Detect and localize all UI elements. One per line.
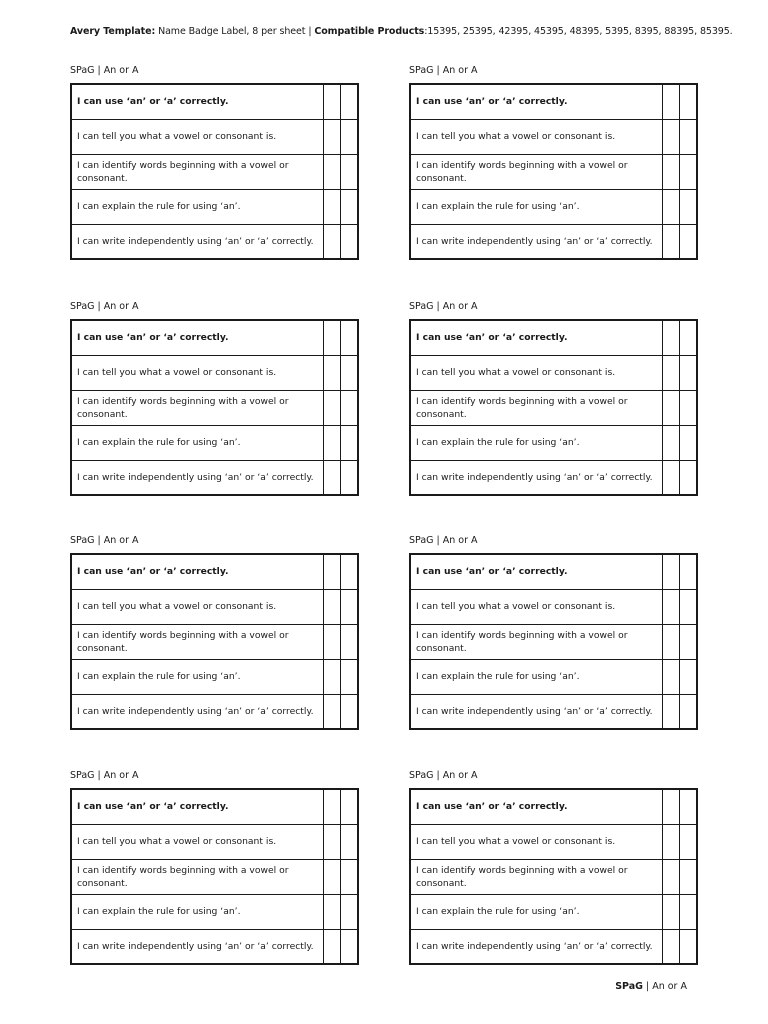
tick-box: [324, 859, 341, 894]
tick-box: [341, 929, 359, 964]
checklist-row: [71, 119, 358, 154]
badge-label: [409, 534, 698, 730]
tick-box: [324, 189, 341, 224]
template-value: Name Badge Label, 8 per sheet |: [155, 26, 315, 37]
label-title: SPaG | An or A: [70, 770, 139, 781]
badge-label: [70, 300, 359, 496]
checklist-row: [71, 624, 358, 659]
tick-box: [680, 84, 698, 119]
tick-box: [341, 659, 359, 694]
tick-box: [341, 624, 359, 659]
tick-box: [341, 589, 359, 624]
tick-box: [341, 355, 359, 390]
tick-box: [680, 119, 698, 154]
objective-heading: I can use ‘an’ or ‘a’ correctly.: [71, 84, 324, 119]
objective-statement: I can tell you what a vowel or consonant is.: [71, 119, 324, 154]
tick-box: [680, 320, 698, 355]
tick-box: [663, 224, 680, 259]
checklist-row: [71, 659, 358, 694]
label-title: SPaG | An or A: [409, 301, 478, 312]
tick-box: [680, 224, 698, 259]
objective-statement: I can identify words beginning with a vowel or consonant.: [410, 624, 663, 659]
badge-label: [409, 300, 698, 496]
tick-box: [341, 154, 359, 189]
tick-box: [341, 320, 359, 355]
objective-statement: I can explain the rule for using ‘an’.: [71, 189, 324, 224]
tick-box: [324, 554, 341, 589]
checklist-row: [71, 224, 358, 259]
tick-box: [324, 929, 341, 964]
tick-box: [324, 224, 341, 259]
tick-box: [680, 189, 698, 224]
tick-box: [663, 355, 680, 390]
tick-box: [663, 84, 680, 119]
checklist-row: [410, 694, 697, 729]
tick-box: [324, 425, 341, 460]
objective-statement: I can identify words beginning with a vowel or consonant.: [410, 154, 663, 189]
objective-statement: I can identify words beginning with a vowel or consonant.: [71, 624, 324, 659]
checklist-row: [71, 929, 358, 964]
checklist-heading-row: [71, 789, 358, 824]
checklist-row: [410, 119, 697, 154]
checklist-row: [71, 859, 358, 894]
footer-brand: SPaG: [615, 981, 643, 992]
objective-statement: I can tell you what a vowel or consonant is.: [410, 824, 663, 859]
objective-statement: I can explain the rule for using ‘an’.: [71, 659, 324, 694]
tick-box: [663, 929, 680, 964]
tick-box: [680, 554, 698, 589]
checklist-table: [409, 553, 698, 730]
compatible-products-label: Compatible Products: [314, 26, 425, 37]
objective-heading: I can use ‘an’ or ‘a’ correctly.: [410, 554, 663, 589]
objective-statement: I can write independently using ‘an’ or ‘a’ correctly.: [410, 224, 663, 259]
objective-statement: I can explain the rule for using ‘an’.: [410, 189, 663, 224]
objective-heading: I can use ‘an’ or ‘a’ correctly.: [71, 789, 324, 824]
objective-statement: I can explain the rule for using ‘an’.: [410, 425, 663, 460]
tick-box: [663, 189, 680, 224]
objective-heading: I can use ‘an’ or ‘a’ correctly.: [71, 320, 324, 355]
tick-box: [324, 320, 341, 355]
tick-box: [663, 789, 680, 824]
objective-statement: I can write independently using ‘an’ or ‘a’ correctly.: [410, 929, 663, 964]
checklist-table: [70, 553, 359, 730]
checklist-table: [409, 83, 698, 260]
checklist-row: [410, 224, 697, 259]
objective-statement: I can write independently using ‘an’ or ‘a’ correctly.: [410, 460, 663, 495]
tick-box: [341, 425, 359, 460]
footer-title: | An or A: [642, 981, 687, 992]
checklist-row: [71, 355, 358, 390]
tick-box: [680, 589, 698, 624]
objective-statement: I can tell you what a vowel or consonant is.: [71, 824, 324, 859]
checklist-heading-row: [410, 789, 697, 824]
tick-box: [324, 154, 341, 189]
tick-box: [341, 390, 359, 425]
tick-box: [324, 824, 341, 859]
badge-label: [70, 64, 359, 260]
label-title: SPaG | An or A: [409, 535, 478, 546]
checklist-row: [71, 425, 358, 460]
tick-box: [663, 624, 680, 659]
objective-statement: I can tell you what a vowel or consonant is.: [410, 119, 663, 154]
objective-statement: I can write independently using ‘an’ or ‘a’ correctly.: [71, 224, 324, 259]
objective-statement: I can explain the rule for using ‘an’.: [71, 425, 324, 460]
checklist-heading-row: [410, 320, 697, 355]
tick-box: [680, 859, 698, 894]
checklist-row: [410, 189, 697, 224]
checklist-row: [71, 589, 358, 624]
tick-box: [324, 894, 341, 929]
tick-box: [663, 460, 680, 495]
checklist-row: [410, 460, 697, 495]
checklist-row: [410, 894, 697, 929]
objective-statement: I can identify words beginning with a vowel or consonant.: [410, 390, 663, 425]
objective-statement: I can identify words beginning with a vowel or consonant.: [71, 859, 324, 894]
objective-statement: I can identify words beginning with a vowel or consonant.: [71, 390, 324, 425]
page-footer: [615, 981, 687, 992]
tick-box: [341, 224, 359, 259]
tick-box: [680, 460, 698, 495]
objective-heading: I can use ‘an’ or ‘a’ correctly.: [410, 789, 663, 824]
label-title: SPaG | An or A: [70, 535, 139, 546]
avery-template-header: [70, 26, 733, 37]
tick-box: [324, 84, 341, 119]
tick-box: [324, 460, 341, 495]
checklist-row: [410, 355, 697, 390]
tick-box: [663, 554, 680, 589]
checklist-heading-row: [71, 554, 358, 589]
checklist-heading-row: [71, 84, 358, 119]
tick-box: [324, 659, 341, 694]
tick-box: [341, 119, 359, 154]
tick-box: [341, 859, 359, 894]
objective-statement: I can identify words beginning with a vowel or consonant.: [410, 859, 663, 894]
checklist-heading-row: [71, 320, 358, 355]
checklist-row: [410, 659, 697, 694]
objective-statement: I can write independently using ‘an’ or ‘a’ correctly.: [410, 694, 663, 729]
tick-box: [680, 154, 698, 189]
label-title: SPaG | An or A: [409, 770, 478, 781]
tick-box: [341, 789, 359, 824]
checklist-table: [70, 788, 359, 965]
checklist-row: [71, 189, 358, 224]
objective-heading: I can use ‘an’ or ‘a’ correctly.: [410, 84, 663, 119]
tick-box: [680, 824, 698, 859]
checklist-row: [71, 824, 358, 859]
objective-statement: I can explain the rule for using ‘an’.: [410, 659, 663, 694]
tick-box: [341, 554, 359, 589]
checklist-row: [410, 824, 697, 859]
tick-box: [324, 789, 341, 824]
objective-statement: I can tell you what a vowel or consonant is.: [410, 355, 663, 390]
checklist-row: [71, 460, 358, 495]
tick-box: [680, 355, 698, 390]
tick-box: [680, 425, 698, 460]
objective-statement: I can explain the rule for using ‘an’.: [410, 894, 663, 929]
tick-box: [324, 390, 341, 425]
tick-box: [663, 119, 680, 154]
tick-box: [341, 84, 359, 119]
checklist-heading-row: [410, 554, 697, 589]
tick-box: [341, 189, 359, 224]
badge-label: [70, 769, 359, 965]
objective-statement: I can identify words beginning with a vowel or consonant.: [71, 154, 324, 189]
checklist-row: [71, 154, 358, 189]
tick-box: [324, 589, 341, 624]
checklist-heading-row: [410, 84, 697, 119]
checklist-row: [71, 694, 358, 729]
tick-box: [324, 624, 341, 659]
checklist-row: [410, 390, 697, 425]
checklist-table: [70, 83, 359, 260]
checklist-row: [410, 425, 697, 460]
tick-box: [663, 859, 680, 894]
tick-box: [680, 624, 698, 659]
checklist-row: [410, 589, 697, 624]
objective-statement: I can write independently using ‘an’ or ‘a’ correctly.: [71, 460, 324, 495]
tick-box: [341, 694, 359, 729]
tick-box: [341, 460, 359, 495]
checklist-row: [71, 894, 358, 929]
tick-box: [663, 824, 680, 859]
checklist-row: [410, 929, 697, 964]
objective-statement: I can write independently using ‘an’ or ‘a’ correctly.: [71, 694, 324, 729]
tick-box: [663, 589, 680, 624]
tick-box: [663, 659, 680, 694]
tick-box: [341, 824, 359, 859]
tick-box: [680, 789, 698, 824]
tick-box: [663, 894, 680, 929]
checklist-row: [410, 624, 697, 659]
objective-statement: I can write independently using ‘an’ or ‘a’ correctly.: [71, 929, 324, 964]
tick-box: [324, 355, 341, 390]
badge-label: [409, 769, 698, 965]
tick-box: [663, 154, 680, 189]
tick-box: [324, 694, 341, 729]
tick-box: [663, 320, 680, 355]
tick-box: [663, 425, 680, 460]
tick-box: [680, 694, 698, 729]
tick-box: [680, 659, 698, 694]
badge-label: [409, 64, 698, 260]
objective-heading: I can use ‘an’ or ‘a’ correctly.: [71, 554, 324, 589]
tick-box: [680, 894, 698, 929]
checklist-row: [71, 390, 358, 425]
compatible-products-value: :15395, 25395, 42395, 45395, 48395, 5395, 8395, 88395, 85395.: [424, 26, 733, 37]
objective-statement: I can tell you what a vowel or consonant is.: [71, 589, 324, 624]
objective-heading: I can use ‘an’ or ‘a’ correctly.: [410, 320, 663, 355]
tick-box: [324, 119, 341, 154]
checklist-row: [410, 154, 697, 189]
checklist-row: [410, 859, 697, 894]
checklist-table: [409, 319, 698, 496]
tick-box: [341, 894, 359, 929]
checklist-table: [409, 788, 698, 965]
objective-statement: I can tell you what a vowel or consonant is.: [71, 355, 324, 390]
label-title: SPaG | An or A: [70, 65, 139, 76]
tick-box: [680, 390, 698, 425]
template-label: Avery Template:: [70, 26, 156, 37]
objective-statement: I can explain the rule for using ‘an’.: [71, 894, 324, 929]
tick-box: [663, 694, 680, 729]
tick-box: [680, 929, 698, 964]
checklist-table: [70, 319, 359, 496]
tick-box: [663, 390, 680, 425]
label-title: SPaG | An or A: [409, 65, 478, 76]
objective-statement: I can tell you what a vowel or consonant is.: [410, 589, 663, 624]
badge-label: [70, 534, 359, 730]
label-title: SPaG | An or A: [70, 301, 139, 312]
